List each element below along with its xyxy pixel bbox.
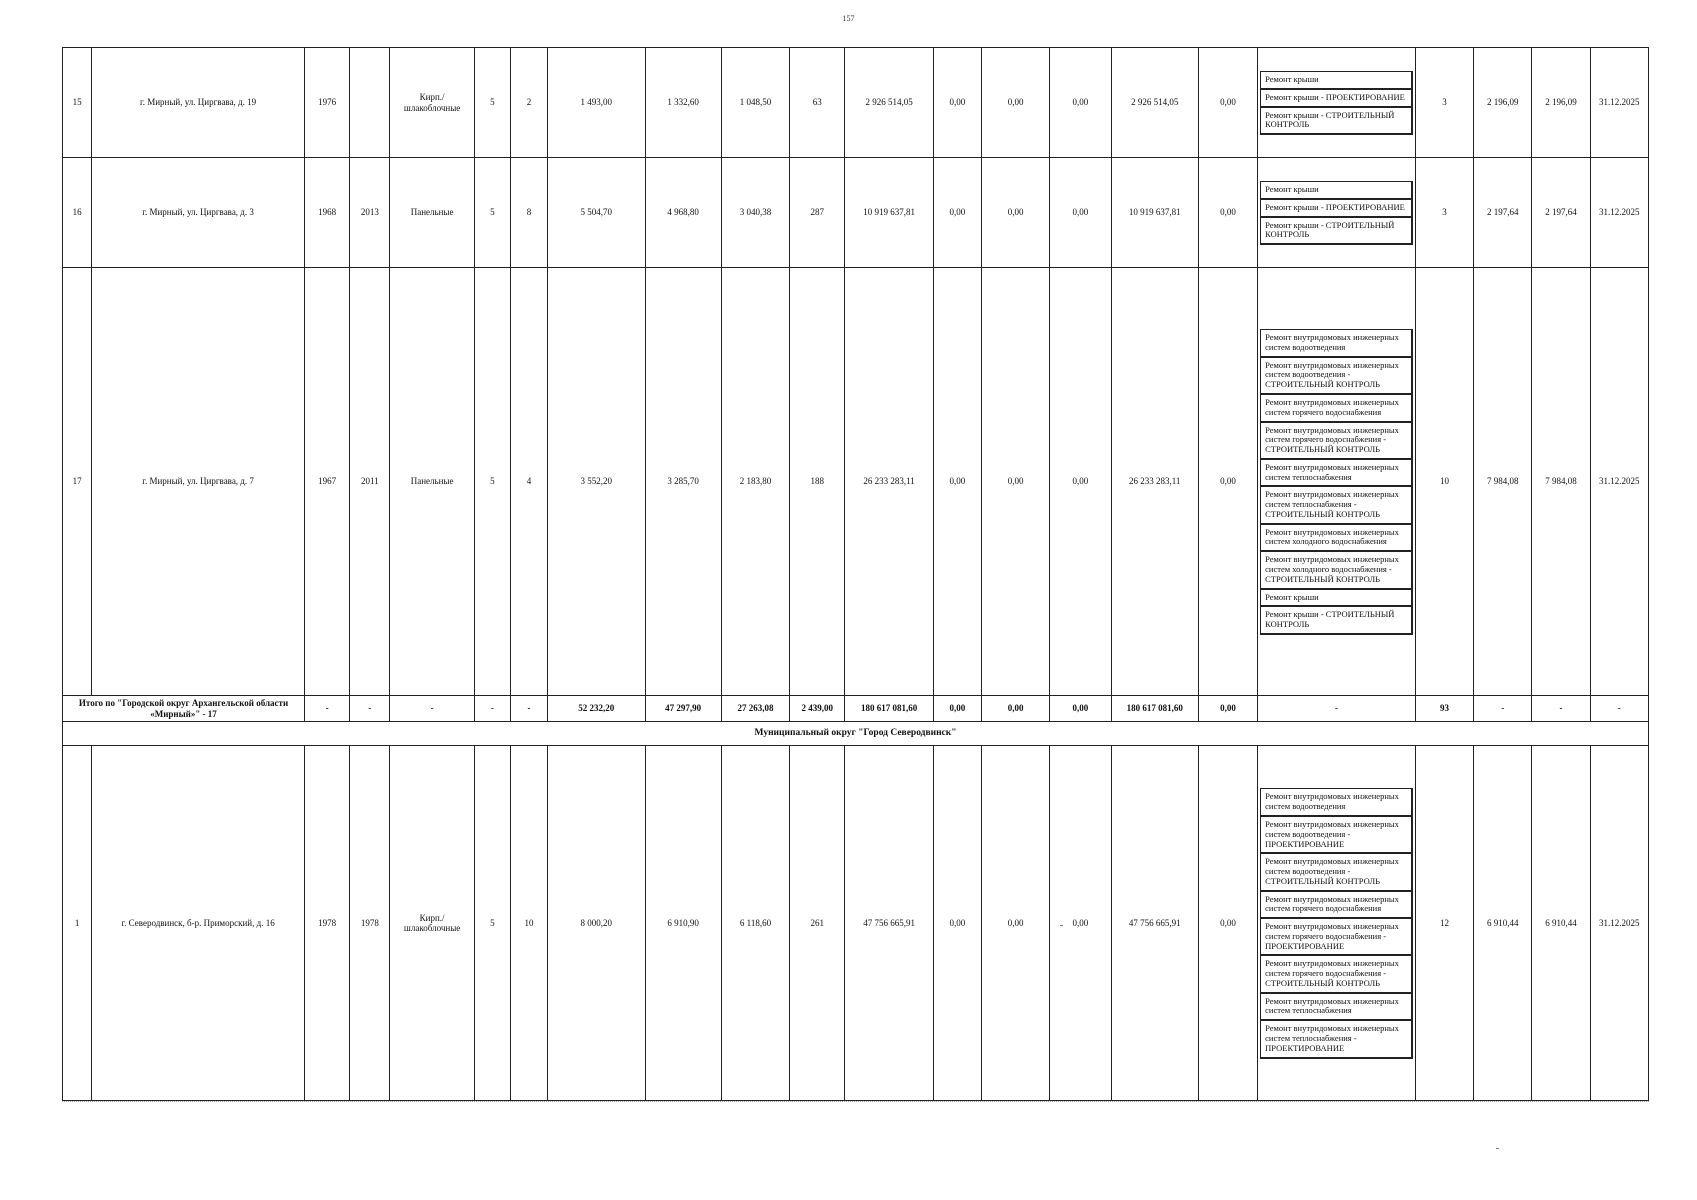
- page-number: 157: [842, 14, 855, 23]
- unit-cost-cell: 2 196,09: [1474, 48, 1532, 158]
- work-item: Ремонт внутридомовых инженерных систем горячего водоснабжения: [1260, 891, 1413, 920]
- total-dash: -: [474, 696, 510, 722]
- address-cell: г. Северодвинск, б-р. Приморский, д. 16: [92, 746, 305, 1101]
- unit-cost-max-cell: 2 196,09: [1532, 48, 1590, 158]
- residents-cell: 63: [790, 48, 845, 158]
- total-dash: -: [1258, 696, 1416, 722]
- floors-cell: 5: [474, 268, 510, 696]
- owners-other-cell: 0,00: [1198, 48, 1257, 158]
- area-total-cell: 3 552,20: [548, 268, 645, 696]
- area-total-cell: 8 000,20: [548, 746, 645, 1101]
- unit-cost-cell: 7 984,08: [1474, 268, 1532, 696]
- total-regional: 0,00: [981, 696, 1049, 722]
- area-residential-cell: 6 910,90: [645, 746, 721, 1101]
- fund-cell: 0,00: [933, 746, 981, 1101]
- wall-material-cell: Кирп./ шлакоблочные: [390, 746, 474, 1101]
- works-count-cell: 3: [1415, 158, 1473, 268]
- fund-cell: 0,00: [933, 158, 981, 268]
- deadline-cell: 31.12.2025: [1590, 746, 1648, 1101]
- local-cell: 0,00: [1050, 746, 1111, 1101]
- total-residents: 2 439,00: [790, 696, 845, 722]
- work-item: Ремонт внутридомовых инженерных систем водоотведения - СТРОИТЕЛЬНЫЙ КОНТРОЛЬ: [1260, 357, 1413, 395]
- work-item: Ремонт внутридомовых инженерных систем горячего водоснабжения - СТРОИТЕЛЬНЫЙ КОНТРОЛЬ: [1260, 422, 1413, 460]
- work-item: Ремонт внутридомовых инженерных систем водоотведения: [1260, 788, 1413, 817]
- total-area-total: 52 232,20: [548, 696, 645, 722]
- work-item: Ремонт внутридомовых инженерных систем водоотведения - СТРОИТЕЛЬНЫЙ КОНТРОЛЬ: [1260, 853, 1413, 891]
- work-item: Ремонт крыши - СТРОИТЕЛЬНЫЙ КОНТРОЛЬ: [1260, 606, 1413, 635]
- total-dash: -: [1532, 696, 1590, 722]
- work-item: Ремонт крыши: [1260, 71, 1413, 90]
- row-number: 1: [63, 746, 92, 1101]
- address-cell: г. Мирный, ул. Циргвава, д. 3: [92, 158, 305, 268]
- fund-cell: 0,00: [933, 48, 981, 158]
- work-item: Ремонт внутридомовых инженерных систем теплоснабжения: [1260, 993, 1413, 1022]
- entrances-cell: 8: [510, 158, 547, 268]
- owners-other-cell: 0,00: [1198, 158, 1257, 268]
- total-label: Итого по "Городской округ Архангельской области «Мирный»" - 17: [63, 696, 305, 722]
- total-area-residential: 47 297,90: [645, 696, 721, 722]
- total-dash: -: [1590, 696, 1648, 722]
- address-cell: г. Мирный, ул. Циргвава, д. 19: [92, 48, 305, 158]
- owners-cell: 26 233 283,11: [1111, 268, 1198, 696]
- local-cell: 0,00: [1050, 158, 1111, 268]
- owners-cell: 47 756 665,91: [1111, 746, 1198, 1101]
- total-fund: 0,00: [933, 696, 981, 722]
- works-cell: [1258, 268, 1416, 696]
- year-built-cell: 1967: [305, 268, 350, 696]
- entrances-cell: 10: [510, 746, 547, 1101]
- total-dash: -: [390, 696, 474, 722]
- total-dash: -: [1474, 696, 1532, 722]
- total-local: 0,00: [1050, 696, 1111, 722]
- regional-cell: 0,00: [981, 158, 1049, 268]
- year-repair-cell: 2013: [350, 158, 390, 268]
- work-item: Ремонт внутридомовых инженерных систем водоотведения - ПРОЕКТИРОВАНИЕ: [1260, 816, 1413, 854]
- table-row: [63, 48, 1649, 158]
- owners-cell: 10 919 637,81: [1111, 158, 1198, 268]
- work-item: Ремонт крыши - СТРОИТЕЛЬНЫЙ КОНТРОЛЬ: [1260, 217, 1413, 246]
- section-title: Муниципальный округ "Город Северодвинск": [63, 722, 1649, 746]
- total-works-count: 93: [1415, 696, 1473, 722]
- regional-cell: 0,00: [981, 48, 1049, 158]
- unit-cost-cell: 2 197,64: [1474, 158, 1532, 268]
- work-item: Ремонт внутридомовых инженерных систем водоотведения: [1260, 329, 1413, 358]
- work-item: Ремонт крыши: [1260, 589, 1413, 608]
- section-header-row: [63, 722, 1649, 746]
- table-row: [63, 158, 1649, 268]
- work-item: Ремонт крыши - ПРОЕКТИРОВАНИЕ: [1260, 89, 1413, 108]
- row-number: 17: [63, 268, 92, 696]
- total-dash: -: [305, 696, 350, 722]
- row-number: 15: [63, 48, 92, 158]
- work-item: Ремонт внутридомовых инженерных систем теплоснабжения - ПРОЕКТИРОВАНИЕ: [1260, 1020, 1413, 1058]
- total-area-owned: 27 263,08: [721, 696, 789, 722]
- floors-cell: 5: [474, 48, 510, 158]
- area-residential-cell: 1 332,60: [645, 48, 721, 158]
- year-repair-cell: [350, 48, 390, 158]
- year-built-cell: 1978: [305, 746, 350, 1101]
- wall-material-cell: Панельные: [390, 268, 474, 696]
- owners-other-cell: 0,00: [1198, 268, 1257, 696]
- entrances-cell: 2: [510, 48, 547, 158]
- unit-cost-max-cell: 7 984,08: [1532, 268, 1590, 696]
- area-owned-cell: 2 183,80: [721, 268, 789, 696]
- total-cost: 180 617 081,60: [845, 696, 933, 722]
- year-repair-cell: 1978: [350, 746, 390, 1101]
- regional-cell: 0,00: [981, 268, 1049, 696]
- work-item: Ремонт внутридомовых инженерных систем горячего водоснабжения: [1260, 394, 1413, 423]
- deadline-cell: 31.12.2025: [1590, 158, 1648, 268]
- work-item: Ремонт крыши - ПРОЕКТИРОВАНИЕ: [1260, 199, 1413, 218]
- owners-other-cell: 0,00: [1198, 746, 1257, 1101]
- total-dash: -: [510, 696, 547, 722]
- entrances-cell: 4: [510, 268, 547, 696]
- scan-speck: [1496, 1148, 1499, 1149]
- local-cell: 0,00: [1050, 268, 1111, 696]
- area-residential-cell: 4 968,80: [645, 158, 721, 268]
- area-owned-cell: 3 040,38: [721, 158, 789, 268]
- works-count-cell: 12: [1415, 746, 1473, 1101]
- wall-material-cell: Кирп./ шлакоблочные: [390, 48, 474, 158]
- total-owners: 180 617 081,60: [1111, 696, 1198, 722]
- floors-cell: 5: [474, 158, 510, 268]
- deadline-cell: 31.12.2025: [1590, 268, 1648, 696]
- work-item: Ремонт внутридомовых инженерных систем теплоснабжения - СТРОИТЕЛЬНЫЙ КОНТРОЛЬ: [1260, 486, 1413, 524]
- row-number: 16: [63, 158, 92, 268]
- local-cell: 0,00: [1050, 48, 1111, 158]
- area-total-cell: 1 493,00: [548, 48, 645, 158]
- fund-cell: 0,00: [933, 268, 981, 696]
- area-owned-cell: 1 048,50: [721, 48, 789, 158]
- works-cell: [1258, 48, 1416, 158]
- work-item: Ремонт внутридомовых инженерных систем теплоснабжения: [1260, 459, 1413, 488]
- scan-edge-line: [62, 1101, 1649, 1103]
- residents-cell: 188: [790, 268, 845, 696]
- wall-material-cell: Панельные: [390, 158, 474, 268]
- total-row: [63, 696, 1649, 722]
- total-owners-other: 0,00: [1198, 696, 1257, 722]
- residents-cell: 261: [790, 746, 845, 1101]
- year-built-cell: 1968: [305, 158, 350, 268]
- work-item: Ремонт внутридомовых инженерных систем холодного водоснабжения - СТРОИТЕЛЬНЫЙ КОНТРОЛЬ: [1260, 551, 1413, 589]
- year-built-cell: 1976: [305, 48, 350, 158]
- work-item: Ремонт внутридомовых инженерных систем горячего водоснабжения - ПРОЕКТИРОВАНИЕ: [1260, 918, 1413, 956]
- scan-speck: [1060, 925, 1063, 926]
- unit-cost-cell: 6 910,44: [1474, 746, 1532, 1101]
- regional-cell: 0,00: [981, 746, 1049, 1101]
- floors-cell: 5: [474, 746, 510, 1101]
- cost-total-cell: 47 756 665,91: [845, 746, 933, 1101]
- work-item: Ремонт внутридомовых инженерных систем холодного водоснабжения: [1260, 524, 1413, 553]
- year-repair-cell: 2011: [350, 268, 390, 696]
- table-row: [63, 746, 1649, 1101]
- address-cell: г. Мирный, ул. Циргвава, д. 7: [92, 268, 305, 696]
- table-row: [63, 268, 1649, 696]
- cost-total-cell: 2 926 514,05: [845, 48, 933, 158]
- unit-cost-max-cell: 6 910,44: [1532, 746, 1590, 1101]
- residents-cell: 287: [790, 158, 845, 268]
- area-total-cell: 5 504,70: [548, 158, 645, 268]
- cost-total-cell: 10 919 637,81: [845, 158, 933, 268]
- capital-repair-register-table: [62, 47, 1649, 1101]
- total-dash: -: [350, 696, 390, 722]
- owners-cell: 2 926 514,05: [1111, 48, 1198, 158]
- work-item: Ремонт внутридомовых инженерных систем горячего водоснабжения - СТРОИТЕЛЬНЫЙ КОНТРОЛЬ: [1260, 955, 1413, 993]
- work-item: Ремонт крыши - СТРОИТЕЛЬНЫЙ КОНТРОЛЬ: [1260, 107, 1413, 136]
- unit-cost-max-cell: 2 197,64: [1532, 158, 1590, 268]
- works-cell: [1258, 158, 1416, 268]
- works-count-cell: 10: [1415, 268, 1473, 696]
- area-residential-cell: 3 285,70: [645, 268, 721, 696]
- area-owned-cell: 6 118,60: [721, 746, 789, 1101]
- deadline-cell: 31.12.2025: [1590, 48, 1648, 158]
- works-cell: [1258, 746, 1416, 1101]
- work-item: Ремонт крыши: [1260, 181, 1413, 200]
- works-count-cell: 3: [1415, 48, 1473, 158]
- cost-total-cell: 26 233 283,11: [845, 268, 933, 696]
